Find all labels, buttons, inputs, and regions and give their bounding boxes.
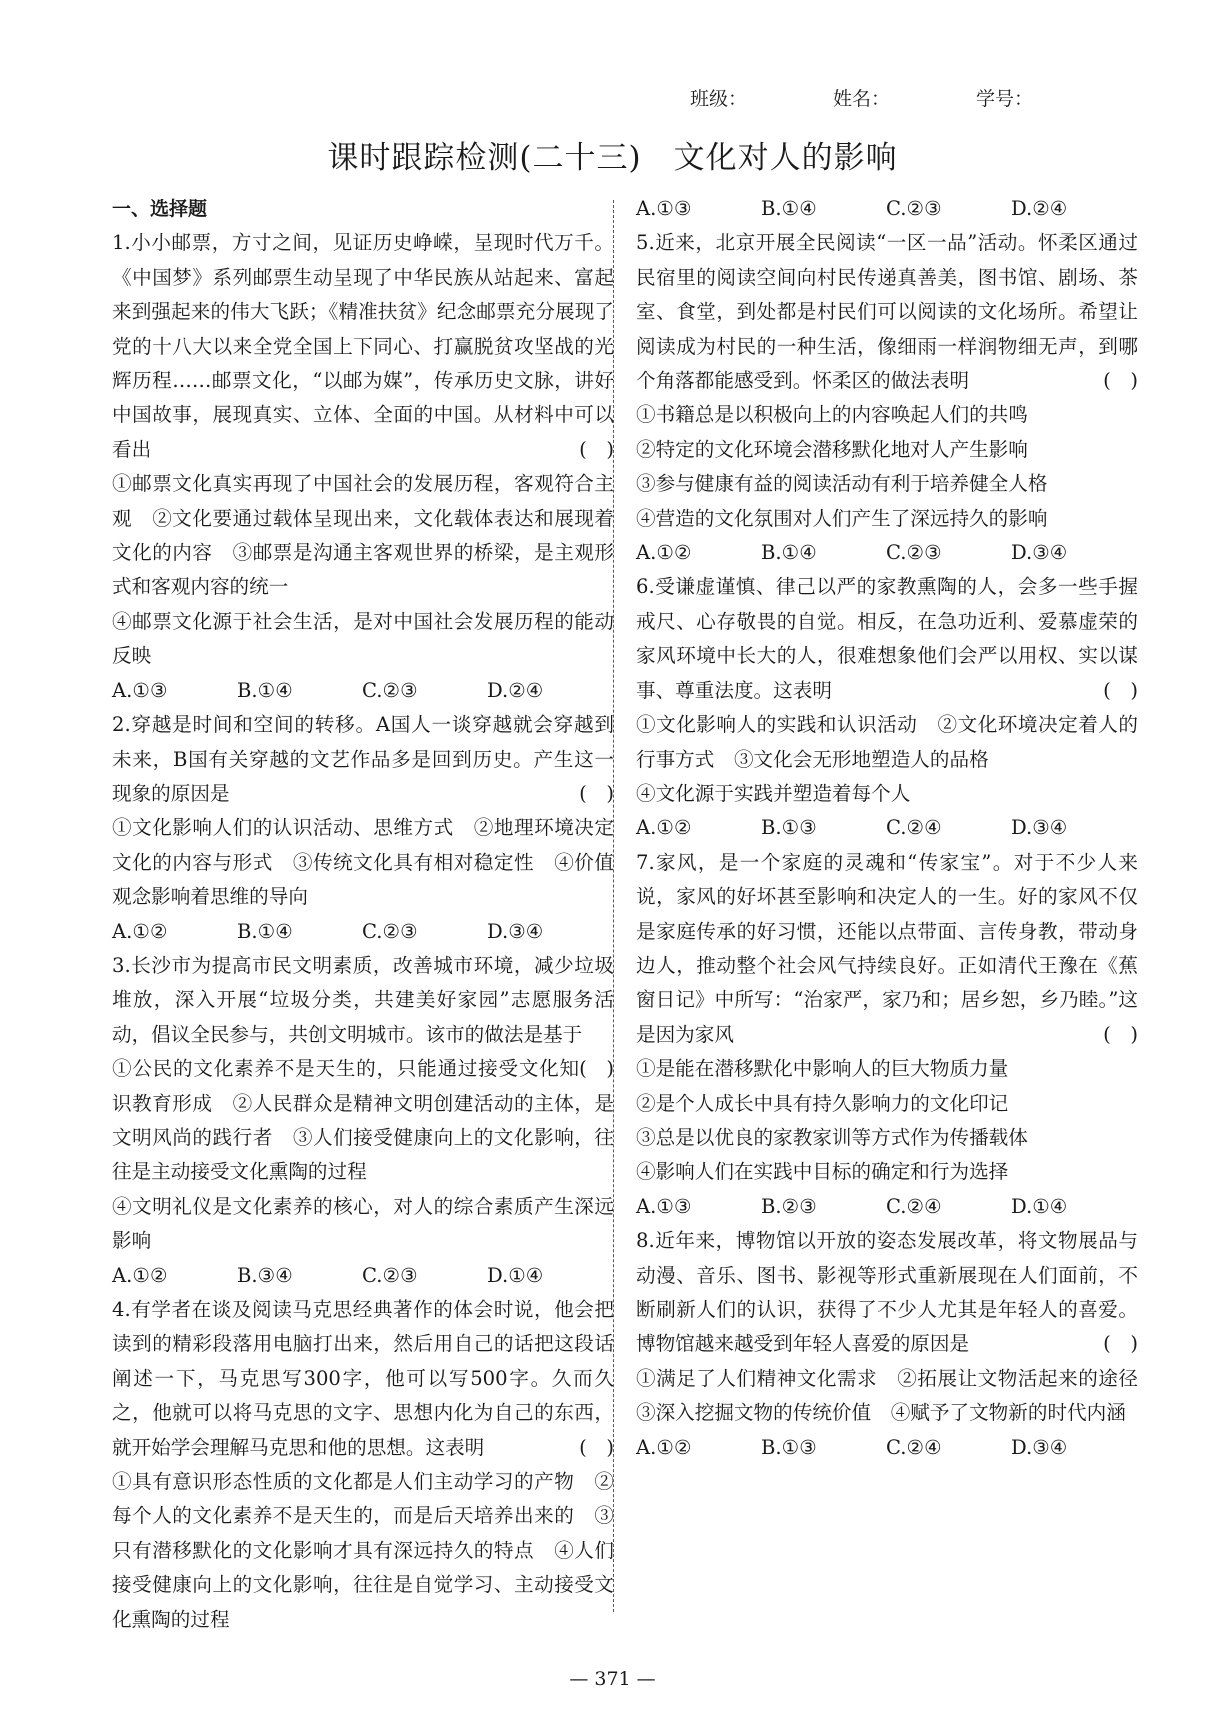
statement: ②是个人成长中具有持久影响力的文化印记 [636, 1091, 1009, 1115]
choice-a: A.①③ [636, 1194, 692, 1218]
choice-b: B.①③ [761, 816, 817, 840]
choice-d: D.③④ [1011, 1435, 1068, 1459]
question-stem: 6.受谦虚谨慎、律己以严的家教熏陶的人，会多一些手握戒尺、心存敬畏的自觉。相反，在急功近利、爱慕虚荣的家风环境中长大的人，很难想象他们会严以用权、实以谋事、尊重法度。这表明 ( ) [636, 570, 1138, 708]
question-stem: 7.家风，是一个家庭的灵魂和“传家宝”。对于不少人来说，家风的好坏甚至影响和决定人的一生。好的家风不仅是家庭传承的好习惯，还能以点带面、言传身教，带动身边人，推动整个社会风气持续良好。正如清代王豫在《蕉窗日记》中所写：“治家严，家乃和；居乡恕，乡乃睦。”这是因为家风 ( ) [636, 846, 1138, 1052]
statement-group: ①具有意识形态性质的文化都是人们主动学习的产物 ②每个人的文化素养不是天生的，而是后天培养出来的 ③只有潜移默化的文化影响才具有深远持久的特点 ④人们接受健康向上的文化影响，往往是自觉学习、主动接受文化熏陶的过程 [112, 1470, 614, 1631]
question-stem: 3.长沙市为提高市民文明素质，改善城市环境，减少垃圾堆放，深入开展“垃圾分类，共建美好家园”志愿服务活动，倡议全民参与，共创文明城市。该市的做法是基于 ( ) [112, 949, 614, 1052]
page-number: — 371 — [569, 1668, 656, 1690]
choice-a: A.①② [112, 919, 168, 943]
answer-choices [636, 192, 1138, 226]
statement: ③参与健康有益的阅读活动有利于培养健全人格 [636, 472, 1048, 496]
choice-d: D.②④ [487, 678, 544, 702]
choice-c: C.②③ [362, 1263, 418, 1287]
choice-a: A.①③ [636, 197, 692, 220]
choice-d: D.③④ [487, 919, 544, 943]
choice-b: B.①③ [761, 1435, 817, 1459]
choice-c: C.②③ [886, 197, 942, 220]
student-id-label: 学号： [976, 88, 1034, 110]
answer-parenthesis: ( ) [579, 1435, 614, 1459]
choice-a: A.①② [636, 541, 692, 565]
statement: ①是能在潜移默化中影响人的巨大物质力量 [636, 1057, 1009, 1081]
statement: ④影响人们在实践中目标的确定和行为选择 [636, 1160, 1009, 1184]
statement-group: ①邮票文化真实再现了中国社会的发展历程，客观符合主观 ②文化要通过载体呈现出来，文化载体表达和展现着文化的内容 ③邮票是沟通主客观世界的桥梁，是主观形式和客观内容的统一 [112, 472, 614, 599]
answer-choices [636, 536, 1138, 570]
choice-c: C.②④ [886, 1435, 942, 1459]
question-stem: 4.有学者在谈及阅读马克思经典著作的体会时说，他会把读到的精彩段落用电脑打出来，然后用自己的话把这段话阐述一下，马克思写300字，他可以写500字。久而久之，他就可以将马克思的文字、思想内化为自己的东西，就开始学会理解马克思和他的思想。这表明 ( ) [112, 1293, 614, 1465]
answer-parenthesis: ( ) [1103, 678, 1138, 702]
statement-group: ①满足了人们精神文化需求 ②拓展让文物活起来的途径 ③深入挖掘文物的传统价值 ④赋予了文物新的时代内涵 [636, 1366, 1158, 1425]
question-5 [636, 226, 1138, 570]
statement-group: ④文化源于实践并塑造着每个人 [636, 781, 911, 805]
right-column [636, 192, 1158, 1465]
answer-parenthesis: ( ) [1103, 1332, 1138, 1356]
question-stem: 5.近来，北京开展全民阅读“一区一品”活动。怀柔区通过民宿里的阅读空间向村民传递真善美，图书馆、剧场、茶室、食堂，到处都是村民们可以阅读的文化场所。希望让阅读成为村民的一种生活，像细雨一样润物细无声，到哪个角落都能感受到。怀柔区的做法表明 ( ) [636, 226, 1138, 398]
class-label: 班级： [690, 88, 748, 110]
question-4 [112, 1293, 614, 1637]
statement-group: ①文化影响人们的认识活动、思维方式 ②地理环境决定文化的内容与形式 ③传统文化具有相对稳定性 ④价值观念影响着思维的导向 [112, 816, 614, 909]
question-8 [636, 1224, 1158, 1465]
question-stem: 2.穿越是时间和空间的转移。A国人一谈穿越就会穿越到未来，B国有关穿越的文艺作品多是回到历史。产生这一现象的原因是 ( ) [112, 708, 614, 811]
question-3 [112, 949, 614, 1293]
choice-c: C.②③ [886, 541, 942, 565]
name-label: 姓名： [833, 88, 891, 110]
choice-c: C.②③ [362, 678, 418, 702]
question-7 [636, 846, 1138, 1224]
choice-c: C.②③ [362, 919, 418, 943]
choice-a: A.①② [636, 816, 692, 840]
answer-parenthesis: ( ) [579, 437, 614, 461]
answer-choices [112, 1259, 614, 1293]
statement-group: ④邮票文化源于社会生活，是对中国社会发展历程的能动反映 [112, 609, 614, 668]
statement: ④营造的文化氛围对人们产生了深远持久的影响 [636, 506, 1048, 530]
choice-b: B.①④ [237, 919, 293, 943]
answer-parenthesis: ( ) [1103, 1022, 1138, 1046]
answer-choices [636, 1431, 1138, 1465]
choice-b: B.②③ [761, 1194, 817, 1218]
choice-d: D.③④ [1011, 816, 1068, 840]
choice-b: B.①④ [761, 197, 817, 220]
question-2 [112, 708, 614, 949]
statement-group: ①文化影响人的实践和认识活动 ②文化环境决定着人的行事方式 ③文化会无形地塑造人的品格 [636, 713, 1138, 771]
choice-b: B.①④ [761, 541, 817, 565]
choice-d: D.③④ [1011, 541, 1068, 565]
choice-b: B.③④ [237, 1263, 293, 1287]
choice-a: A.①③ [112, 678, 168, 702]
choice-c: C.②④ [886, 1194, 942, 1218]
question-stem: 8.近年来，博物馆以开放的姿态发展改革，将文物展品与动漫、音乐、图书、影视等形式重新展现在人们面前，不断刷新人们的认识，获得了不少人尤其是年轻人的喜爱。博物馆越来越受到年轻人喜爱的原因是 ( ) [636, 1224, 1138, 1362]
answer-choices [636, 1190, 1138, 1224]
answer-parenthesis: ( ) [1103, 369, 1138, 393]
question-stem: 1.小小邮票，方寸之间，见证历史峥嵘，呈现时代万千。《中国梦》系列邮票生动呈现了中华民族从站起来、富起来到强起来的伟大飞跃；《精准扶贫》纪念邮票充分展现了党的十八大以来全党全国上下同心、打赢脱贫攻坚战的光辉历程……邮票文化，“以邮为媒”，传承历史文脉，讲好中国故事，展现真实、立体、全面的中国。从材料中可以看出 ( ) [112, 226, 614, 467]
answer-choices [112, 674, 614, 708]
choice-a: A.①② [112, 1263, 168, 1287]
left-column [112, 192, 614, 1637]
answer-parenthesis: ( ) [579, 1057, 614, 1081]
statement: ①书籍总是以积极向上的内容唤起人们的共鸣 [636, 403, 1028, 427]
answer-choices [636, 811, 1138, 845]
page-title: 课时跟踪检测(二十三) 文化对人的影响 [327, 140, 898, 176]
column-divider [613, 200, 614, 1612]
statement: ②特定的文化环境会潜移默化地对人产生影响 [636, 437, 1028, 461]
answer-choices [112, 915, 614, 949]
question-1 [112, 226, 614, 708]
student-info-fields [690, 84, 1119, 111]
answer-parenthesis: ( ) [579, 781, 614, 805]
choice-b: B.①④ [237, 678, 293, 702]
choice-d: D.②④ [1011, 197, 1068, 220]
choice-d: D.①④ [1011, 1194, 1068, 1218]
choice-a: A.①② [636, 1435, 692, 1459]
statement: ③总是以优良的家教家训等方式作为传播载体 [636, 1125, 1028, 1149]
statement-group: ④文明礼仪是文化素养的核心，对人的综合素质产生深远影响 [112, 1194, 614, 1253]
statement-group: ①公民的文化素养不是天生的，只能通过接受文化知识教育形成 ②人民群众是精神文明创建活动的主体，是文明风尚的践行者 ③人们接受健康向上的文化影响，往往是主动接受文化熏陶的过程 [112, 1057, 614, 1184]
choice-c: C.②④ [886, 816, 942, 840]
section-heading: 一、选择题 [112, 198, 208, 220]
question-6 [636, 570, 1138, 845]
choice-d: D.①④ [487, 1263, 544, 1287]
